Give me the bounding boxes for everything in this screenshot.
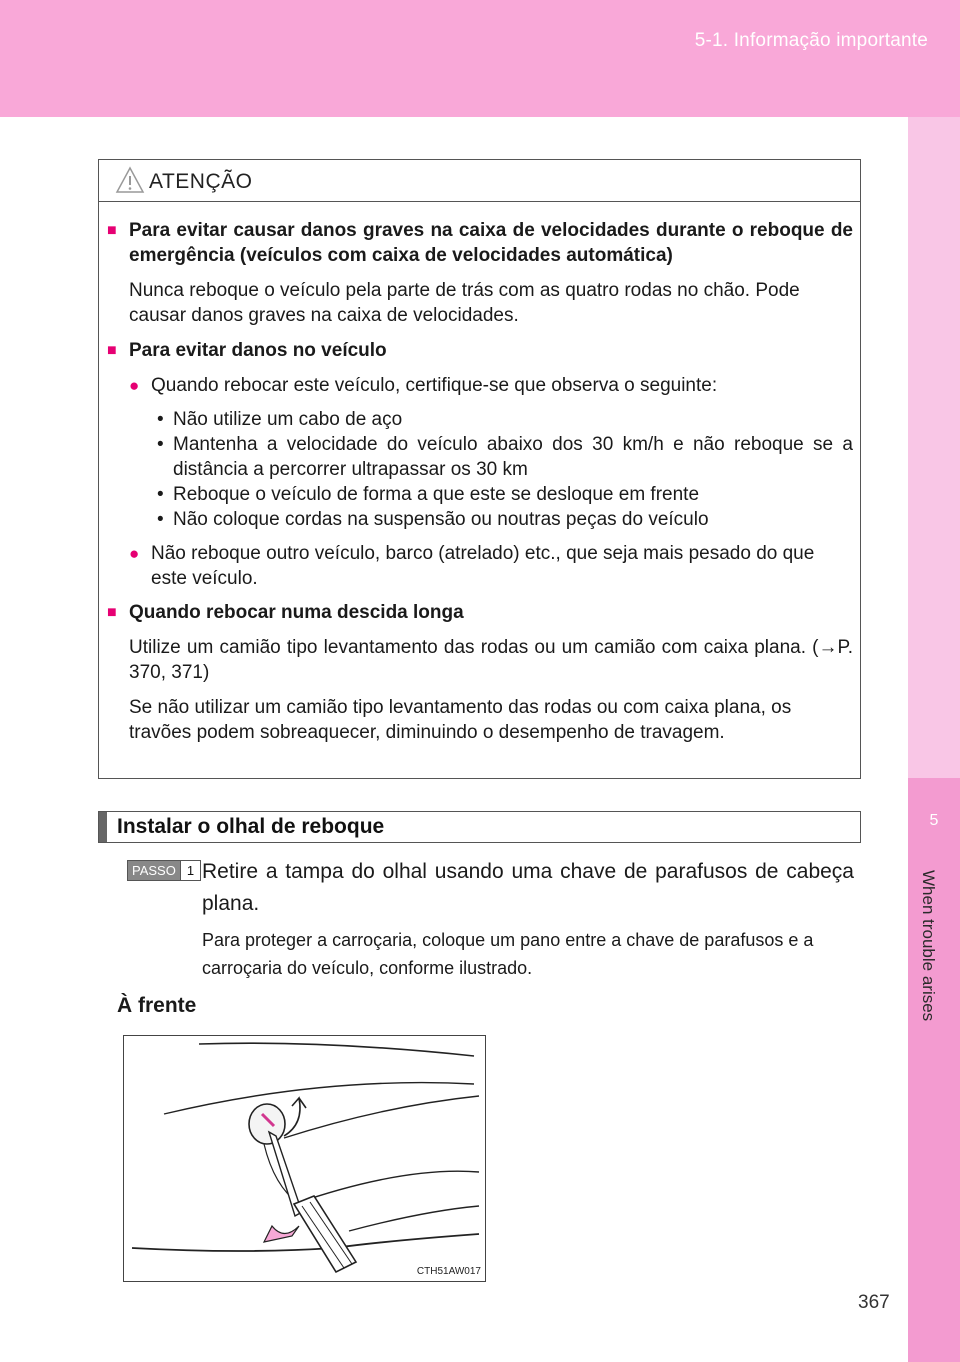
warning-content — [107, 218, 853, 755]
warning-item-text: Nunca reboque o veículo pela parte de trás com as quatro rodas no chão. Pode causar danos graves na caixa de velocidades. — [129, 280, 800, 326]
chapter-title: When trouble arises — [919, 870, 938, 1022]
step-badge-label: PASSO — [127, 860, 181, 881]
list-item: • Não coloque cordas na suspensão ou noutras peças do veículo — [157, 509, 709, 530]
warning-triangle-icon — [115, 166, 145, 194]
chapter-tab[interactable] — [908, 778, 960, 1362]
circle-bullet-icon: ● — [129, 544, 140, 563]
square-bullet-icon: ■ — [107, 604, 117, 621]
chapter-number: 5 — [929, 812, 939, 829]
illustration-code: CTH51AW017 — [416, 1266, 481, 1277]
warning-item-text: Utilize um camião tipo levantamento das rodas ou um camião com caixa plana. (→P. 370, 371) — [129, 637, 853, 683]
circle-bullet-item: ● Não reboque outro veículo, barco (atrelado) etc., que seja mais pesado do que este veículo. — [129, 543, 815, 589]
square-bullet-icon: ■ — [107, 342, 117, 359]
warning-item-heading: ■ Para evitar causar danos graves na caixa de velocidades durante o reboque de emergência (veículos com caixa de velocidades automática) — [107, 220, 853, 266]
warning-label: ATENÇÃO — [149, 170, 253, 193]
screwdriver-illustration — [124, 1036, 484, 1280]
step-text: Retire a tampa do olhal usando uma chave de parafusos de cabeça plana. — [202, 860, 854, 915]
circle-bullet-item: ● Quando rebocar este veículo, certifique-se que observa o seguinte: — [129, 375, 718, 396]
page-header — [0, 0, 960, 117]
section-heading — [98, 811, 861, 843]
list-item: • Mantenha a velocidade do veículo abaixo dos 30 km/h e não reboque se a distância a percorrer ultrapassar os 30 km — [157, 434, 853, 480]
page-number: 367 — [858, 1292, 890, 1313]
warning-header — [99, 160, 860, 202]
list-item: • Reboque o veículo de forma a que este se desloque em frente — [157, 484, 700, 505]
warning-item-heading: ■ Para evitar danos no veículo — [107, 340, 387, 361]
subsection-title: À frente — [117, 994, 197, 1017]
section-stripe — [99, 812, 107, 842]
warning-item-heading: ■ Quando rebocar numa descida longa — [107, 602, 464, 623]
illustration — [123, 1035, 486, 1282]
circle-bullet-icon: ● — [129, 376, 140, 395]
section-title: Instalar o olhal de reboque — [117, 815, 385, 838]
square-bullet-icon: ■ — [107, 222, 117, 239]
warning-box — [98, 159, 861, 779]
list-item: • Não utilize um cabo de aço — [157, 409, 403, 430]
step-note: Para proteger a carroçaria, coloque um pano entre a chave de parafusos e a carroçaria do veículo, conforme ilustrado. — [202, 930, 814, 978]
warning-item-text: Se não utilizar um camião tipo levantamento das rodas ou com caixa plana, os travões podem sobreaquecer, diminuindo o desempenho de travagem. — [129, 697, 792, 743]
step-badge — [127, 860, 201, 881]
dash-list — [107, 407, 853, 532]
section-title-header: 5-1. Informação importante — [694, 30, 928, 51]
step-badge-number: 1 — [181, 860, 201, 881]
